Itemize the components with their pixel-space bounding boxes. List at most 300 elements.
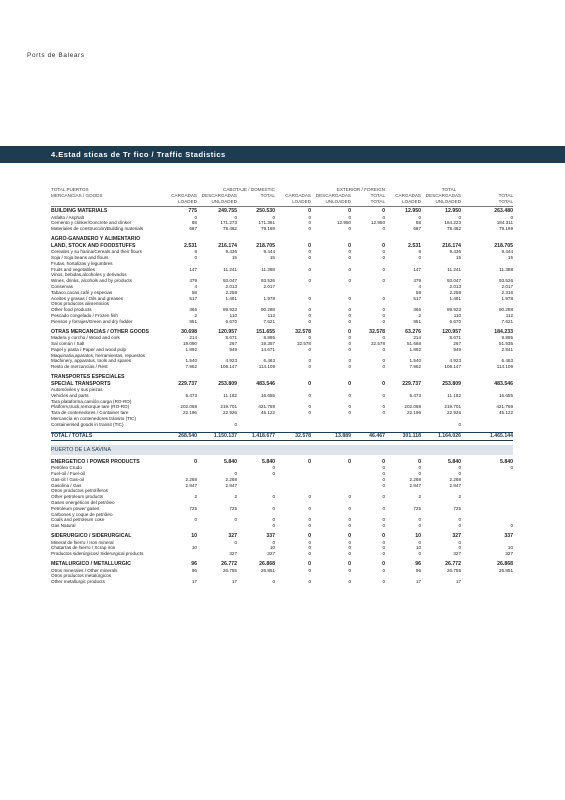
cell-col-3: 5.840 xyxy=(262,458,275,465)
cell-col-8: 0 xyxy=(458,214,462,220)
cell-col-7: 2.847 xyxy=(409,482,422,488)
row-label: Tabaco,cacao,café y especias xyxy=(51,289,113,295)
cell-col-1: 96 xyxy=(191,567,197,573)
cell-col-4: 0 xyxy=(308,220,311,226)
cell-col-7: 58 xyxy=(415,289,422,295)
cell-col-6: 32.578 xyxy=(369,328,386,335)
cell-col-9: 184.311 xyxy=(496,220,514,226)
cell-col-8: 184.223 xyxy=(444,220,462,226)
cell-col-6: 0 xyxy=(382,380,386,387)
cell-col-6: 0 xyxy=(382,517,386,523)
cell-col-6: 0 xyxy=(382,465,386,471)
cell-col-4: 0 xyxy=(308,392,311,398)
cell-col-6: 0 xyxy=(382,335,386,341)
cell-col-4: 32.578 xyxy=(296,340,311,346)
cell-col-2: 327 xyxy=(228,533,237,540)
cell-col-1: 1.540 xyxy=(185,358,197,364)
cell-col-5: 0 xyxy=(348,410,351,416)
cell-col-1: 0 xyxy=(194,458,197,465)
cell-col-3: 26.851 xyxy=(260,567,275,573)
traffic-statistics-table xyxy=(51,187,513,585)
port-section-label: PUERTO DE LA SAVINA xyxy=(51,445,513,455)
row-label: Otros minerales / Other minerals xyxy=(51,567,118,573)
cell-col-7: 202.068 xyxy=(404,404,422,410)
row-label: SPECIAL TRANSPORTS xyxy=(51,380,111,387)
cell-col-3: 14.671 xyxy=(260,346,275,352)
cell-col-8: 1.461 xyxy=(449,295,462,301)
cell-col-7: 687 xyxy=(413,226,422,232)
header-mercancias: MERCANCÍAS / GOODS xyxy=(51,193,103,198)
row-label: Mineral de hierro / Iron mineral xyxy=(51,539,114,545)
cell-col-5: 0 xyxy=(348,539,351,545)
cell-col-2: 725 xyxy=(229,505,237,511)
cell-col-3: 0 xyxy=(272,539,275,545)
cell-col-6: 0 xyxy=(382,404,386,410)
cell-col-1: 17 xyxy=(191,579,197,585)
cell-col-2: 0 xyxy=(234,539,237,545)
cell-col-2: 106.147 xyxy=(220,364,237,370)
cell-col-8: 11.182 xyxy=(447,392,462,398)
cell-col-1: 0 xyxy=(194,254,197,260)
category-row xyxy=(51,459,513,466)
cell-col-6: 0 xyxy=(382,266,386,272)
row-label: SIDERÚRGICO / SIDERURGICAL xyxy=(51,533,132,540)
row-label: Chatarras de hierro / Scrap iron xyxy=(51,545,116,551)
cell-col-3: 1.978 xyxy=(263,295,275,301)
cell-col-3: 0 xyxy=(272,523,275,529)
row-label: Platform,truck,remorque tare (RO-RO) xyxy=(51,404,130,410)
cell-col-5 xyxy=(311,236,351,243)
cell-col-4: 0 xyxy=(308,226,311,232)
cell-col-3: 6.463 xyxy=(263,358,275,364)
cell-col-1: 725 xyxy=(189,505,197,511)
cell-col-7: 17 xyxy=(415,579,422,585)
cell-col-6: 0 xyxy=(382,579,386,585)
cell-col-8: 110 xyxy=(453,312,462,318)
row-label: METALÚRGICO / METALLURGIC xyxy=(51,561,131,568)
cell-col-9: 2.017 xyxy=(501,283,514,289)
cell-col-2: 120.957 xyxy=(218,328,237,335)
cell-col-6: 0 xyxy=(382,476,386,482)
header-col-2b: UNLOADED xyxy=(197,199,237,207)
cell-col-7: 517 xyxy=(413,295,422,301)
cell-col-8: 15 xyxy=(455,254,462,260)
row-label: Pescado congelado / Frozen fish xyxy=(51,312,118,318)
cell-col-7: 147 xyxy=(413,266,422,272)
category-row xyxy=(51,243,513,250)
category-row xyxy=(51,533,513,540)
cell-col-4: 0 xyxy=(308,346,311,352)
cell-col-1: 5.473 xyxy=(185,392,197,398)
cell-col-4: 0 xyxy=(308,567,311,573)
cell-col-1: 2 xyxy=(194,494,197,500)
cell-col-9: 5.840 xyxy=(500,458,514,465)
cell-col-3: 421.769 xyxy=(258,404,275,410)
cell-col-2: 17 xyxy=(231,579,237,585)
cell-col-1 xyxy=(163,374,197,381)
cell-extra: 263.480 xyxy=(494,208,514,214)
cell-col-7: 96 xyxy=(415,561,422,568)
row-label: Vinos, bebidas,alcoholes y derivados xyxy=(51,272,127,278)
cell-col-7: 22.196 xyxy=(406,410,422,416)
row-label: Otros productos alimenticios xyxy=(51,301,109,307)
cell-col-2: 5.840 xyxy=(224,458,237,465)
cell-col-6 xyxy=(351,236,385,243)
cell-col-4: 0 xyxy=(308,561,311,568)
cell-col-5: 0 xyxy=(348,494,351,500)
cell-col-5: 0 xyxy=(348,226,351,232)
cell-col-9: 218.705 xyxy=(494,242,514,249)
header-col-1: CARGADAS xyxy=(171,193,197,198)
cell-col-8: 219.701 xyxy=(444,404,462,410)
cell-col-8: 93.047 xyxy=(446,278,462,284)
cell-col-2: 11.182 xyxy=(223,392,237,398)
cell-col-8: 78.482 xyxy=(446,226,462,232)
cell-col-5: 0 xyxy=(348,561,351,568)
cell-col-6: 0 xyxy=(382,307,386,313)
cell-col-4: 0 xyxy=(308,545,311,551)
row-label: Wines, drinks, alcohols and by products xyxy=(51,278,132,284)
cell-col-5: 13.889 xyxy=(311,432,351,440)
cell-col-8: 725 xyxy=(453,505,462,511)
cell-col-5: 0 xyxy=(348,533,351,540)
cell-col-3: 114.109 xyxy=(258,364,275,370)
row-label: Other petroleum products xyxy=(51,494,104,500)
cell-col-1: 951 xyxy=(189,318,197,324)
row-label: Gas Natural xyxy=(51,523,76,529)
cell-col-6 xyxy=(351,374,385,381)
cell-col-1: 147 xyxy=(189,266,197,272)
cell-col-1: 687 xyxy=(189,226,197,232)
cell-col-7: 365 xyxy=(413,307,422,313)
cell-col-2: 26.772 xyxy=(221,561,237,568)
cell-col-4: 0 xyxy=(308,517,311,523)
cell-col-1: 88 xyxy=(191,220,197,226)
cell-col-5: 0 xyxy=(348,254,351,260)
cell-col-2: 8.671 xyxy=(225,335,237,341)
cell-col-8: 106.147 xyxy=(444,364,462,370)
cell-col-5: 0 xyxy=(348,346,351,352)
cell-col-8: 2.847 xyxy=(449,482,462,488)
cell-col-7: 51.668 xyxy=(406,340,422,346)
header-col-2: DESCARGADAS xyxy=(201,193,237,198)
cell-col-8: 0 xyxy=(458,539,462,545)
header-col-5b: UNLOADED xyxy=(311,199,351,207)
cell-col-8: 216.174 xyxy=(442,242,462,249)
cell-col-5: 0 xyxy=(348,505,351,511)
cell-col-4: 0 xyxy=(308,533,311,540)
cell-col-4: 0 xyxy=(308,214,311,220)
cell-col-9 xyxy=(461,374,513,381)
cell-col-7 xyxy=(385,236,421,243)
cell-col-8: 120.957 xyxy=(442,328,462,335)
cell-col-9 xyxy=(461,207,513,215)
cell-col-6: 0 xyxy=(382,312,386,318)
cell-col-9: 8.885 xyxy=(501,335,514,341)
cell-col-3: 19.357 xyxy=(260,340,275,346)
cell-col-3: 0 xyxy=(272,505,275,511)
row-label: Gasolina / Gas xyxy=(51,482,82,488)
row-label: Conservas xyxy=(51,283,73,289)
cell-col-3: 9.444 xyxy=(263,249,275,255)
row-label: Sal común / Salt xyxy=(51,340,85,346)
cell-col-8: 2.268 xyxy=(449,476,462,482)
header-exterior: EXTERIOR / FOREIGN xyxy=(336,187,386,192)
cell-col-8: 1.164.026 xyxy=(421,432,461,440)
cell-col-9: 184.233 xyxy=(494,328,514,335)
cell-col-2: 6.670 xyxy=(225,318,237,324)
cell-col-2: 0 xyxy=(234,471,237,477)
cell-col-4: 0 xyxy=(308,458,311,465)
cell-col-9: 51.935 xyxy=(498,340,514,346)
cell-col-4: 0 xyxy=(308,278,311,284)
cell-col-7: 2.268 xyxy=(409,476,422,482)
cell-col-6: 0 xyxy=(382,482,386,488)
cell-col-9: 421.769 xyxy=(496,404,514,410)
cell-col-2: 2.013 xyxy=(225,283,237,289)
row-label: Soja / Soja beans and flours xyxy=(51,254,109,260)
cell-col-4: 0 xyxy=(308,266,311,272)
cell-col-3: 0 xyxy=(272,579,275,585)
cell-col-8: 0 xyxy=(458,517,462,523)
cell-col-7: 0 xyxy=(418,539,422,545)
cell-col-2: 1.150.137 xyxy=(197,432,237,440)
row-label: LAND, STOCK AND FOODSTUFFS xyxy=(51,242,136,249)
cell-col-1 xyxy=(163,236,197,243)
cell-col-4: 32.578 xyxy=(295,328,311,335)
cell-col-3: 10 xyxy=(269,545,275,551)
cell-col-6: 0 xyxy=(382,214,386,220)
header-col-6b: TOTAL xyxy=(351,199,385,207)
cell-col-1: 7.962 xyxy=(185,364,197,370)
cell-col-4: 0 xyxy=(308,242,311,249)
cell-col-4: 0 xyxy=(308,358,311,364)
cell-col-6: 0 xyxy=(382,278,386,284)
cell-col-3: 1.418.677 xyxy=(237,432,275,440)
cell-col-7: 0 xyxy=(418,465,422,471)
row-label: ENERGÉTICO / POWER PRODUCTS xyxy=(51,458,140,465)
cell-col-4: 0 xyxy=(308,364,311,370)
header-col-9: TOTAL xyxy=(498,193,514,198)
cell-col-7: 5.473 xyxy=(409,392,422,398)
cell-col-6: 0 xyxy=(382,364,386,370)
cell-col-6: 12.950 xyxy=(370,220,386,226)
cell-col-3: 26.868 xyxy=(259,561,275,568)
cell-col-5: 0 xyxy=(348,579,351,585)
category-row xyxy=(51,381,513,388)
cell-col-7: 0 xyxy=(418,254,422,260)
cell-col-2 xyxy=(197,374,237,381)
cell-col-1: 10 xyxy=(191,545,197,551)
cell-col-8: 8.671 xyxy=(449,335,462,341)
cell-col-7: 479 xyxy=(413,278,422,284)
cell-col-8: 26.755 xyxy=(446,567,462,573)
row-label: BUILDING MATERIALS xyxy=(51,207,163,215)
cell-col-6: 0 xyxy=(351,207,385,215)
cell-col-5: 0 xyxy=(348,242,351,249)
cell-col-9: 26.868 xyxy=(497,561,514,568)
cell-col-7 xyxy=(385,374,421,381)
cell-col-2: 2.268 xyxy=(225,476,237,482)
category-row xyxy=(51,236,513,243)
cell-col-7: 0 xyxy=(418,458,422,465)
cell-col-5 xyxy=(311,374,351,381)
header-col-8b: UNLOADED xyxy=(421,199,461,207)
cell-col-1: 22.196 xyxy=(182,410,197,416)
cell-col-4: 0 xyxy=(308,551,311,557)
cell-col-5: 0 xyxy=(348,404,351,410)
row-label: Otros productos petrolíferos xyxy=(51,488,108,494)
cell-col-6: 0 xyxy=(382,249,386,255)
cell-col-7: 0 xyxy=(418,551,422,557)
cell-col-1: 4 xyxy=(194,283,197,289)
cell-col-4: 0 xyxy=(308,579,311,585)
row-label: Other food products xyxy=(51,307,92,313)
header-col-4b: LOADED xyxy=(275,199,311,207)
cell-col-6: 0 xyxy=(382,523,386,529)
cell-col-2: 327 xyxy=(229,551,237,557)
cell-col-9: 79.169 xyxy=(498,226,514,232)
cell-col-3: 151.655 xyxy=(256,328,275,335)
row-label: Gas-oil / Gas-oil xyxy=(51,476,84,482)
cell-col-4: 0 xyxy=(308,335,311,341)
cell-col-7: 214 xyxy=(413,335,422,341)
cell-col-2: 267 xyxy=(229,340,237,346)
cell-col-5: 0 xyxy=(348,214,351,220)
cell-col-3: 250.530 xyxy=(237,207,275,215)
row-label: Vehicles and parts xyxy=(51,392,89,398)
cell-col-3 xyxy=(237,236,275,243)
header-col-4: CARGADAS xyxy=(285,193,311,198)
cell-col-4: 0 xyxy=(308,505,311,511)
cell-col-6: 46.467 xyxy=(351,432,385,440)
cell-col-1: 96 xyxy=(191,561,197,568)
cell-col-4: 0 xyxy=(308,254,311,260)
cell-col-2: 949 xyxy=(229,346,237,352)
cell-col-5: 12.950 xyxy=(336,220,351,226)
cell-col-5: 0 xyxy=(348,318,351,324)
row-label: TRANSPORTES ESPECIALES xyxy=(51,373,125,380)
cell-col-9: 114.109 xyxy=(496,364,514,370)
cell-col-7: 1.892 xyxy=(409,346,422,352)
cell-col-7: 725 xyxy=(413,505,422,511)
cell-col-7: 10 xyxy=(415,533,422,540)
cell-col-3: 112 xyxy=(267,312,275,318)
row-label: Resto de mercancías / Rest xyxy=(51,364,108,370)
header-col-3: TOTAL xyxy=(260,193,275,198)
cell-col-1: 2.268 xyxy=(185,476,197,482)
row-label: Petróleo Crudo xyxy=(51,465,82,471)
cell-col-1: 2 xyxy=(194,312,197,318)
cell-col-1: 775 xyxy=(163,207,197,215)
cell-col-7: 88 xyxy=(415,220,422,226)
cell-col-3: 171.361 xyxy=(258,220,275,226)
cell-col-3: 0 xyxy=(272,471,275,477)
cell-col-5: 0 xyxy=(348,266,351,272)
cell-col-9: 7.621 xyxy=(501,318,514,324)
cell-col-4: 0 xyxy=(308,494,311,500)
row-label: AGRO-GANADERO Y ALIMENTARIO xyxy=(51,235,141,242)
cell-col-8: 2.258 xyxy=(449,289,462,295)
cell-col-1: 10 xyxy=(191,533,197,540)
header-col-5: DESCARGADAS xyxy=(315,193,351,198)
cell-col-5: 0 xyxy=(348,278,351,284)
cell-col-8: 5.840 xyxy=(448,458,462,465)
cell-col-2: 0 xyxy=(234,214,237,220)
cell-col-1: 202.068 xyxy=(180,404,197,410)
cell-col-9: 337 xyxy=(504,533,514,540)
cell-col-4: 0 xyxy=(308,404,311,410)
section-title: 4.Estad sticas de Tr fico / Traffic Stadistics xyxy=(51,150,226,159)
cell-col-7: 63.276 xyxy=(405,328,422,335)
cell-col-2: 22.926 xyxy=(222,410,237,416)
cell-col-1: 517 xyxy=(189,295,197,301)
cell-col-6: 0 xyxy=(382,471,386,477)
cell-col-6: 0 xyxy=(382,358,386,364)
cell-col-6: 0 xyxy=(382,494,386,500)
cell-col-3: 0 xyxy=(272,517,275,523)
cell-col-6: 0 xyxy=(382,226,386,232)
cell-col-8: 26.772 xyxy=(445,561,462,568)
cell-col-5: 0 xyxy=(348,295,351,301)
cell-col-8: 0 xyxy=(458,465,462,471)
cell-col-5: 0 xyxy=(311,207,351,215)
cell-col-7: 229.737 xyxy=(402,380,422,387)
cell-col-5: 0 xyxy=(348,312,351,318)
cell-col-7: 2 xyxy=(418,494,422,500)
cell-col-3: 218.705 xyxy=(256,242,275,249)
cell-col-6: 0 xyxy=(382,254,386,260)
cell-col-5: 0 xyxy=(348,551,351,557)
cell-col-1: 0 xyxy=(194,517,197,523)
cell-col-8: 949 xyxy=(453,346,462,352)
header-total: TOTAL xyxy=(441,187,457,192)
cell-col-8: 2.013 xyxy=(449,283,462,289)
cell-col-5: 0 xyxy=(348,358,351,364)
cell-col-2 xyxy=(197,236,237,243)
cell-col-3: 483.546 xyxy=(256,380,275,387)
row-label: Madera y corcho / Wood and cork xyxy=(51,335,120,341)
cell-col-3: 0 xyxy=(272,465,275,471)
cell-col-3: 8.885 xyxy=(263,335,275,341)
cell-col-8: 9.436 xyxy=(449,249,462,255)
header-total-puertos: TOTAL PUERTOS xyxy=(51,187,89,192)
cell-col-4: 0 xyxy=(308,295,311,301)
cell-col-1: 30.698 xyxy=(181,328,197,335)
cell-col-2: 15 xyxy=(231,254,237,260)
cell-col-8: 267 xyxy=(453,340,462,346)
cell-col-3: 15 xyxy=(269,254,275,260)
cell-col-2: 171.273 xyxy=(220,220,237,226)
cell-col-7: 8 xyxy=(418,249,422,255)
cell-col-6: 0 xyxy=(382,551,386,557)
cell-col-1: 214 xyxy=(189,335,197,341)
row-label: Gases energéticos del petróleo xyxy=(51,500,115,506)
cell-col-2: 9.436 xyxy=(225,249,237,255)
cell-col-7: 0 xyxy=(418,471,422,477)
cell-col-6: 32.578 xyxy=(370,340,386,346)
cell-col-9 xyxy=(461,236,513,243)
cell-col-6: 0 xyxy=(382,567,386,573)
cell-col-9: 45.122 xyxy=(498,410,514,416)
row-label: TOTAL / TOTALS xyxy=(51,432,163,440)
cell-col-9: 16.655 xyxy=(498,392,514,398)
cell-col-4: 0 xyxy=(308,318,311,324)
cell-col-6: 0 xyxy=(382,242,386,249)
table-row xyxy=(51,579,513,585)
row-label: Fuel-oil / Fuel-oil xyxy=(51,471,85,477)
cell-col-2: 249.755 xyxy=(197,207,237,215)
